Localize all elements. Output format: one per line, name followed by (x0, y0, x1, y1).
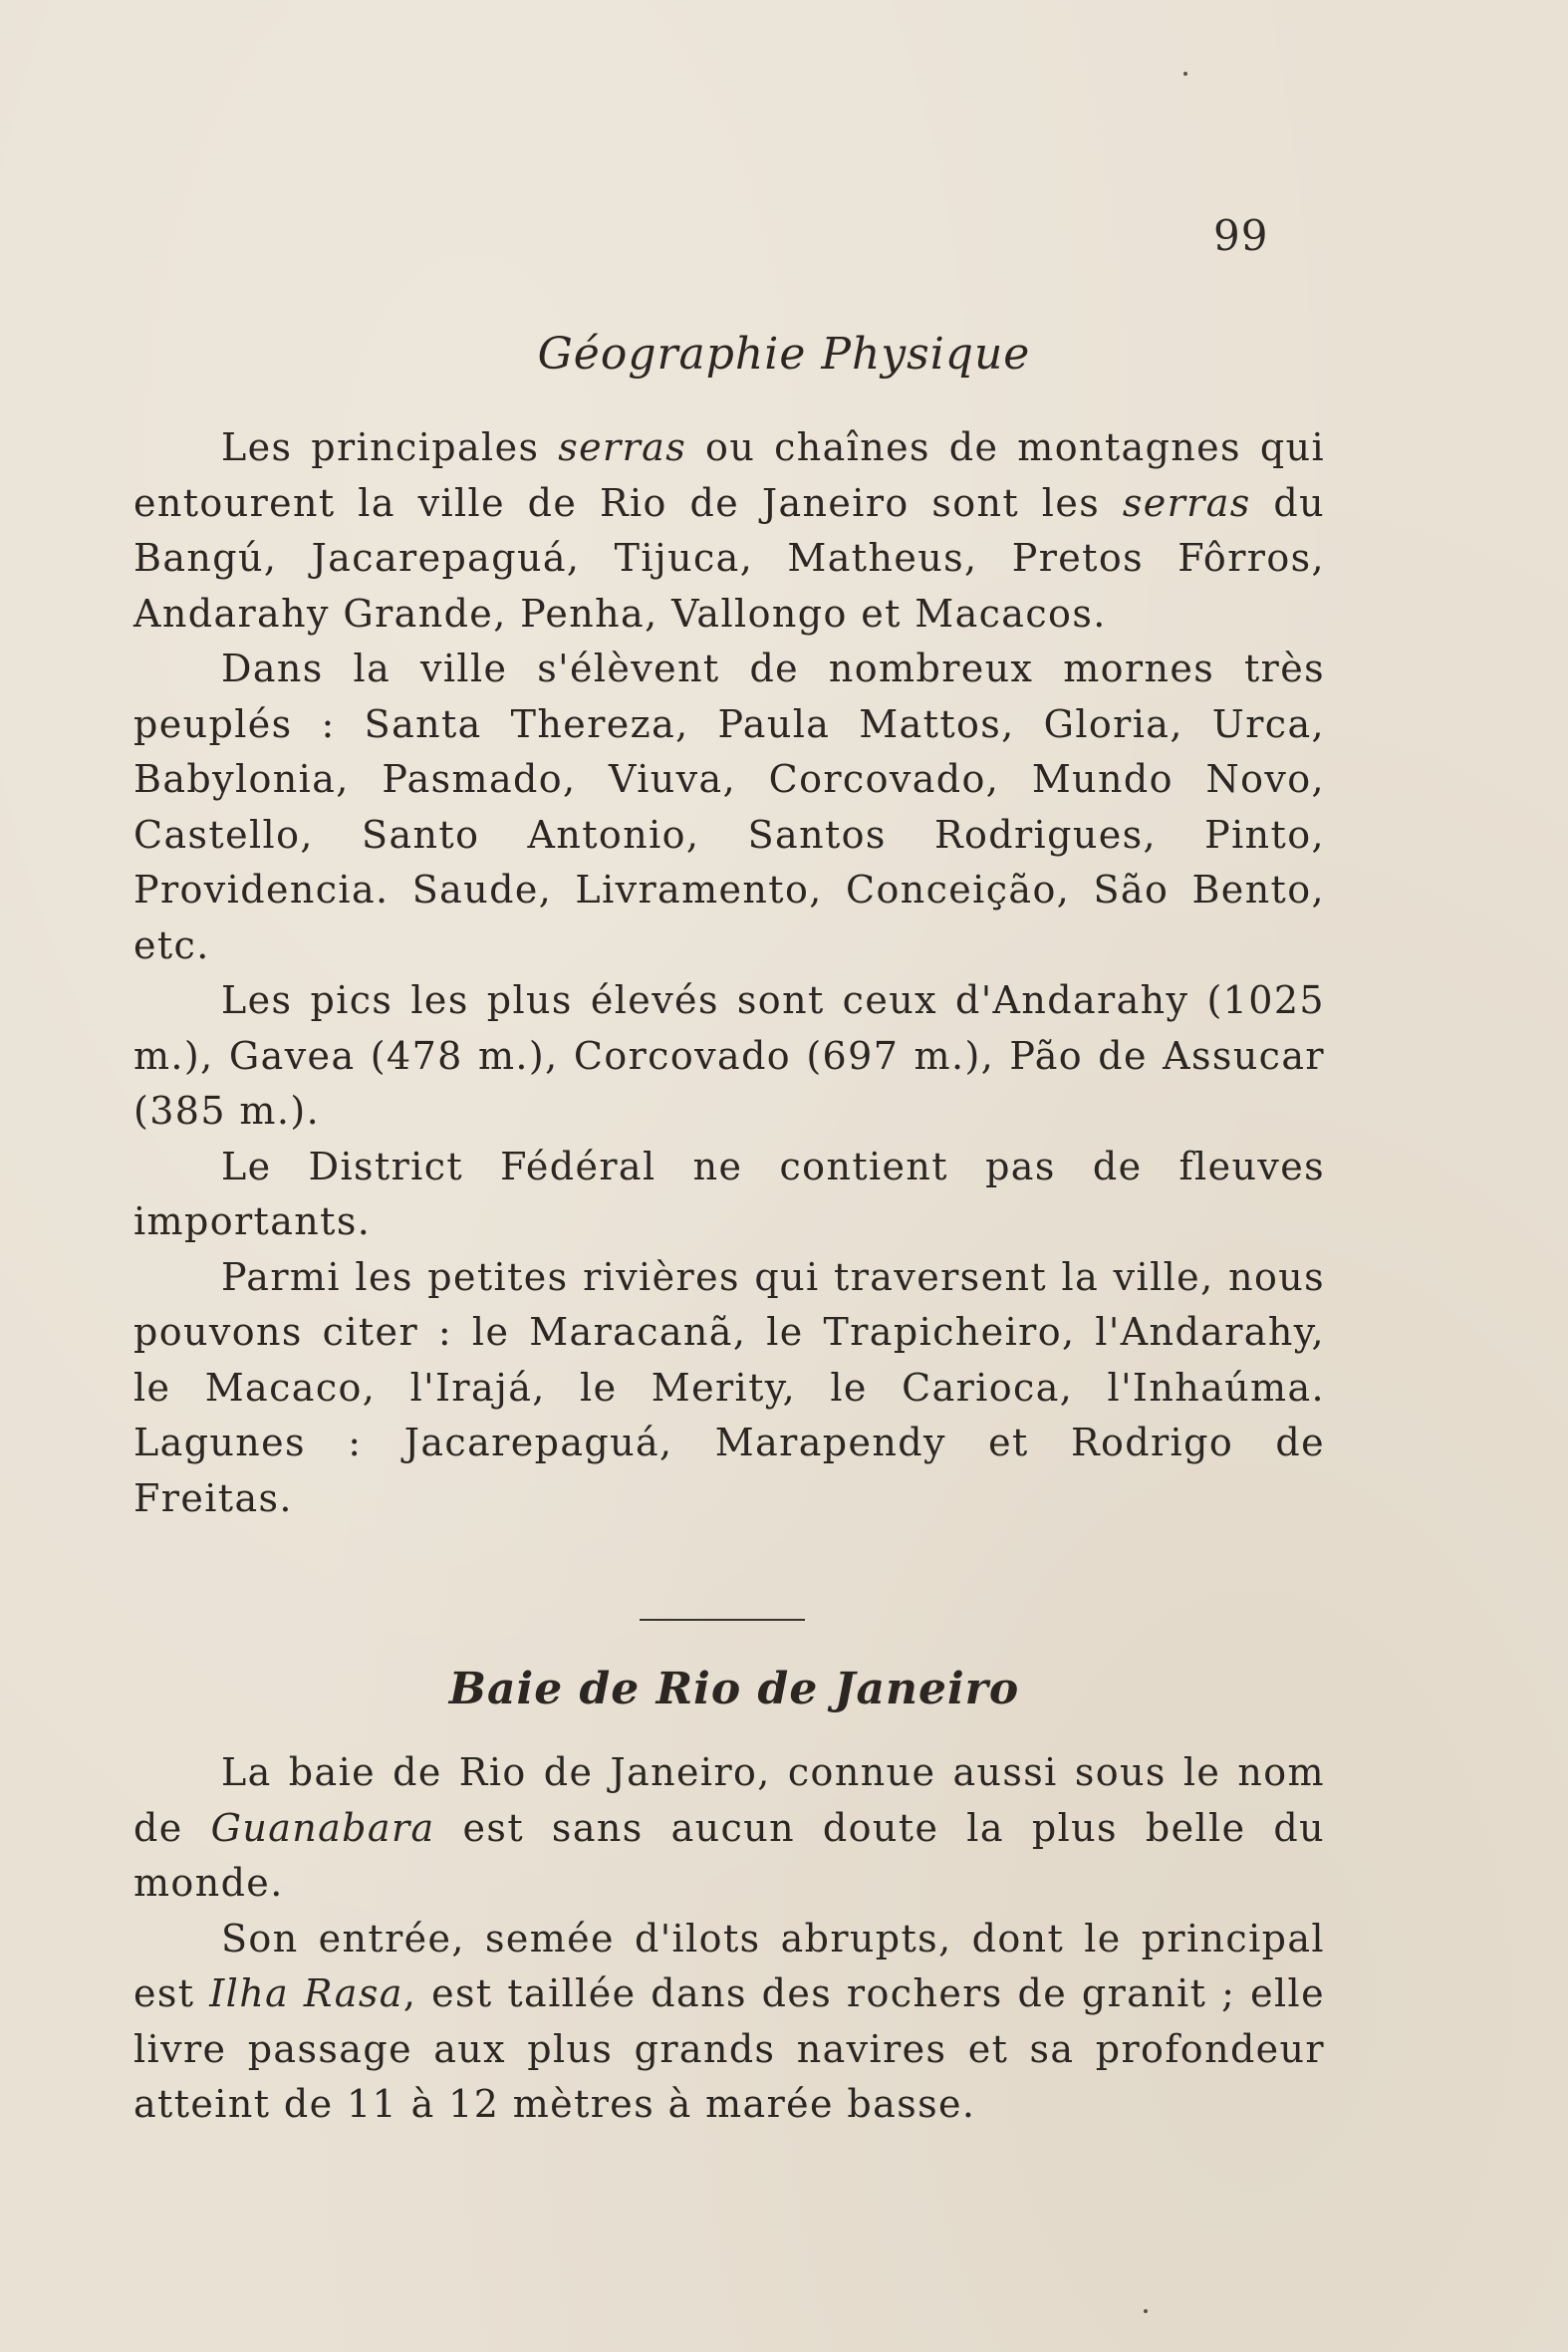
page-number: 99 (1213, 211, 1269, 260)
paragraph (133, 1745, 1325, 1912)
text-run: Les principales (221, 425, 559, 469)
italic-term: serras (1122, 480, 1251, 525)
text-run: , est taillée dans des rochers de granit ; elle livre passage aux plus grands navires et sa profondeur atteint de 11 à 12 mètres à marée basse. (133, 1971, 1325, 2126)
paper-speck (1183, 72, 1187, 76)
text-run: La baie de Rio de Janeiro, connue aussi sous le nom de (133, 1750, 1325, 1850)
text-run: ou chaînes de montagnes qui entourent la ville de Rio de Janeiro sont les (133, 425, 1325, 525)
text-run: est sans aucun doute la plus belle du monde. (133, 1805, 1326, 1905)
italic-term: Ilha Rasa (209, 1971, 403, 2015)
section-body-baie (133, 1745, 1325, 2133)
paragraph: Dans la ville s'élèvent de nombreux mornes très peuplés : Santa Thereza, Paula Mattos, Gloria, Urca, Babylonia, Pasmado, Viuva, Corcovado, Mundo Novo, Castello, Santo Antonio, Santos Rodrigues, Pinto, Providencia. Saude, Livramento, Conceição, São Bento, etc. (133, 647, 1325, 967)
italic-term: Guanabara (210, 1805, 435, 1850)
paragraph: Le District Fédéral ne contient pas de fleuves importants. (133, 1144, 1325, 1243)
section-title-geographie: Géographie Physique (537, 329, 1031, 380)
text-run: Son entrée, semée d'ilots abrupts, dont le principal est (133, 1916, 1325, 2015)
paragraph: Les pics les plus élevés sont ceux d'Andarahy (1025 m.), Gavea (478 m.), Corcovado (697 m.), Pão de Assucar (385 m.). (133, 978, 1325, 1133)
italic-term: serras (558, 425, 687, 469)
paragraph (133, 420, 1325, 642)
section-divider (640, 1619, 805, 1621)
text-run: du Bangú, Jacarepaguá, Tijuca, Matheus, Pretos Fôrros, Andarahy Grande, Penha, Vallongo et Macacos. (133, 480, 1325, 636)
section-title-baie: Baie de Rio de Janeiro (448, 1664, 1020, 1714)
paragraph: Parmi les petites rivières qui traversent la ville, nous pouvons citer : le Maracanã, le Trapicheiro, l'Andarahy, le Macaco, l'Irajá, le Merity, le Carioca, l'Inhaúma. Lagunes : Jacarepaguá, Marapendy et Rodrigo de Freitas. (133, 1254, 1325, 1520)
paragraph (133, 1912, 1325, 2133)
section-body-geographie (133, 420, 1325, 1526)
paper-speck (1144, 2309, 1148, 2313)
